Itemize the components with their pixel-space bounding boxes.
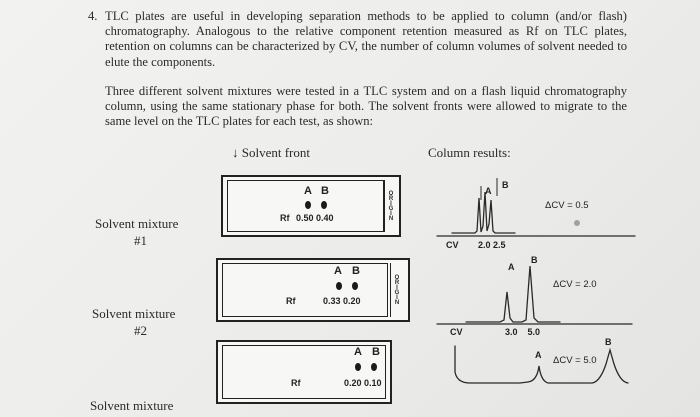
cv-values-2: 3.0 5.0 bbox=[505, 327, 541, 337]
cv-label-1: CV bbox=[446, 240, 459, 250]
chromatogram-trace-2 bbox=[466, 266, 560, 322]
spot-a-label-1: A bbox=[304, 185, 312, 197]
peak-a-label-2: A bbox=[508, 262, 515, 272]
peak-b-label-1: B bbox=[502, 180, 509, 190]
spot-b-label-2: B bbox=[352, 265, 360, 277]
mixture-1-label: Solvent mixture bbox=[95, 216, 179, 231]
spot-b-label-3: B bbox=[372, 346, 380, 358]
spot-a-label-3: A bbox=[354, 346, 362, 358]
delta-cv-2: ΔCV = 2.0 bbox=[553, 279, 597, 290]
rf-label-2: Rf bbox=[286, 296, 296, 306]
solvent-front-header: ↓ Solvent front bbox=[232, 145, 310, 160]
cv-values-1: 2.0 2.5 bbox=[478, 240, 506, 250]
rf-values-3: 0.20 0.10 bbox=[344, 378, 382, 388]
delta-cv-1: ΔCV = 0.5 bbox=[545, 200, 589, 211]
rf-values-1: 0.50 0.40 bbox=[296, 213, 334, 223]
mixture-2-number: #2 bbox=[134, 323, 147, 338]
rf-label-1: Rf bbox=[280, 213, 290, 223]
question-number: 4. bbox=[88, 9, 98, 23]
question-setup: Three different solvent mixtures were tested in a TLC system and on a flash liquid chromatography column, using the same stationary phase for both. The solvent fronts were allowed to migrate to the same level on the TLC plates for each test, as shown: bbox=[105, 84, 627, 129]
mixture-3-label: Solvent mixture bbox=[90, 398, 174, 413]
spot-a-label-2: A bbox=[334, 265, 342, 277]
chromatogram-trace-1 bbox=[452, 192, 515, 233]
origin-line-1: ORIGIN bbox=[384, 180, 397, 232]
mixture-2-label: Solvent mixture bbox=[92, 306, 176, 321]
peak-b-label-3: B bbox=[605, 337, 612, 347]
rf-values-2: 0.33 0.20 bbox=[323, 296, 361, 306]
origin-line-2: ORIGIN bbox=[390, 263, 403, 317]
spot-b-label-1: B bbox=[321, 185, 329, 197]
cv-label-2: CV bbox=[450, 327, 463, 337]
peak-a-label-3: A bbox=[535, 350, 542, 360]
question-intro: TLC plates are useful in developing separation methods to be applied to column (and/or flash) chromatography. Analogous to the relative component retention measured as Rf on TLC plates, retention on columns can be characterized by CV, the number of column volumes of solvent needed to elute the components. bbox=[105, 9, 627, 69]
peak-a-label-1: A bbox=[485, 186, 492, 196]
gray-dot-marker bbox=[574, 220, 580, 226]
rf-label-3: Rf bbox=[291, 378, 301, 388]
peak-b-label-2: B bbox=[531, 255, 538, 265]
delta-cv-3: ΔCV = 5.0 bbox=[553, 355, 597, 366]
column-results-header: Column results: bbox=[428, 145, 511, 160]
mixture-1-number: #1 bbox=[134, 233, 147, 248]
